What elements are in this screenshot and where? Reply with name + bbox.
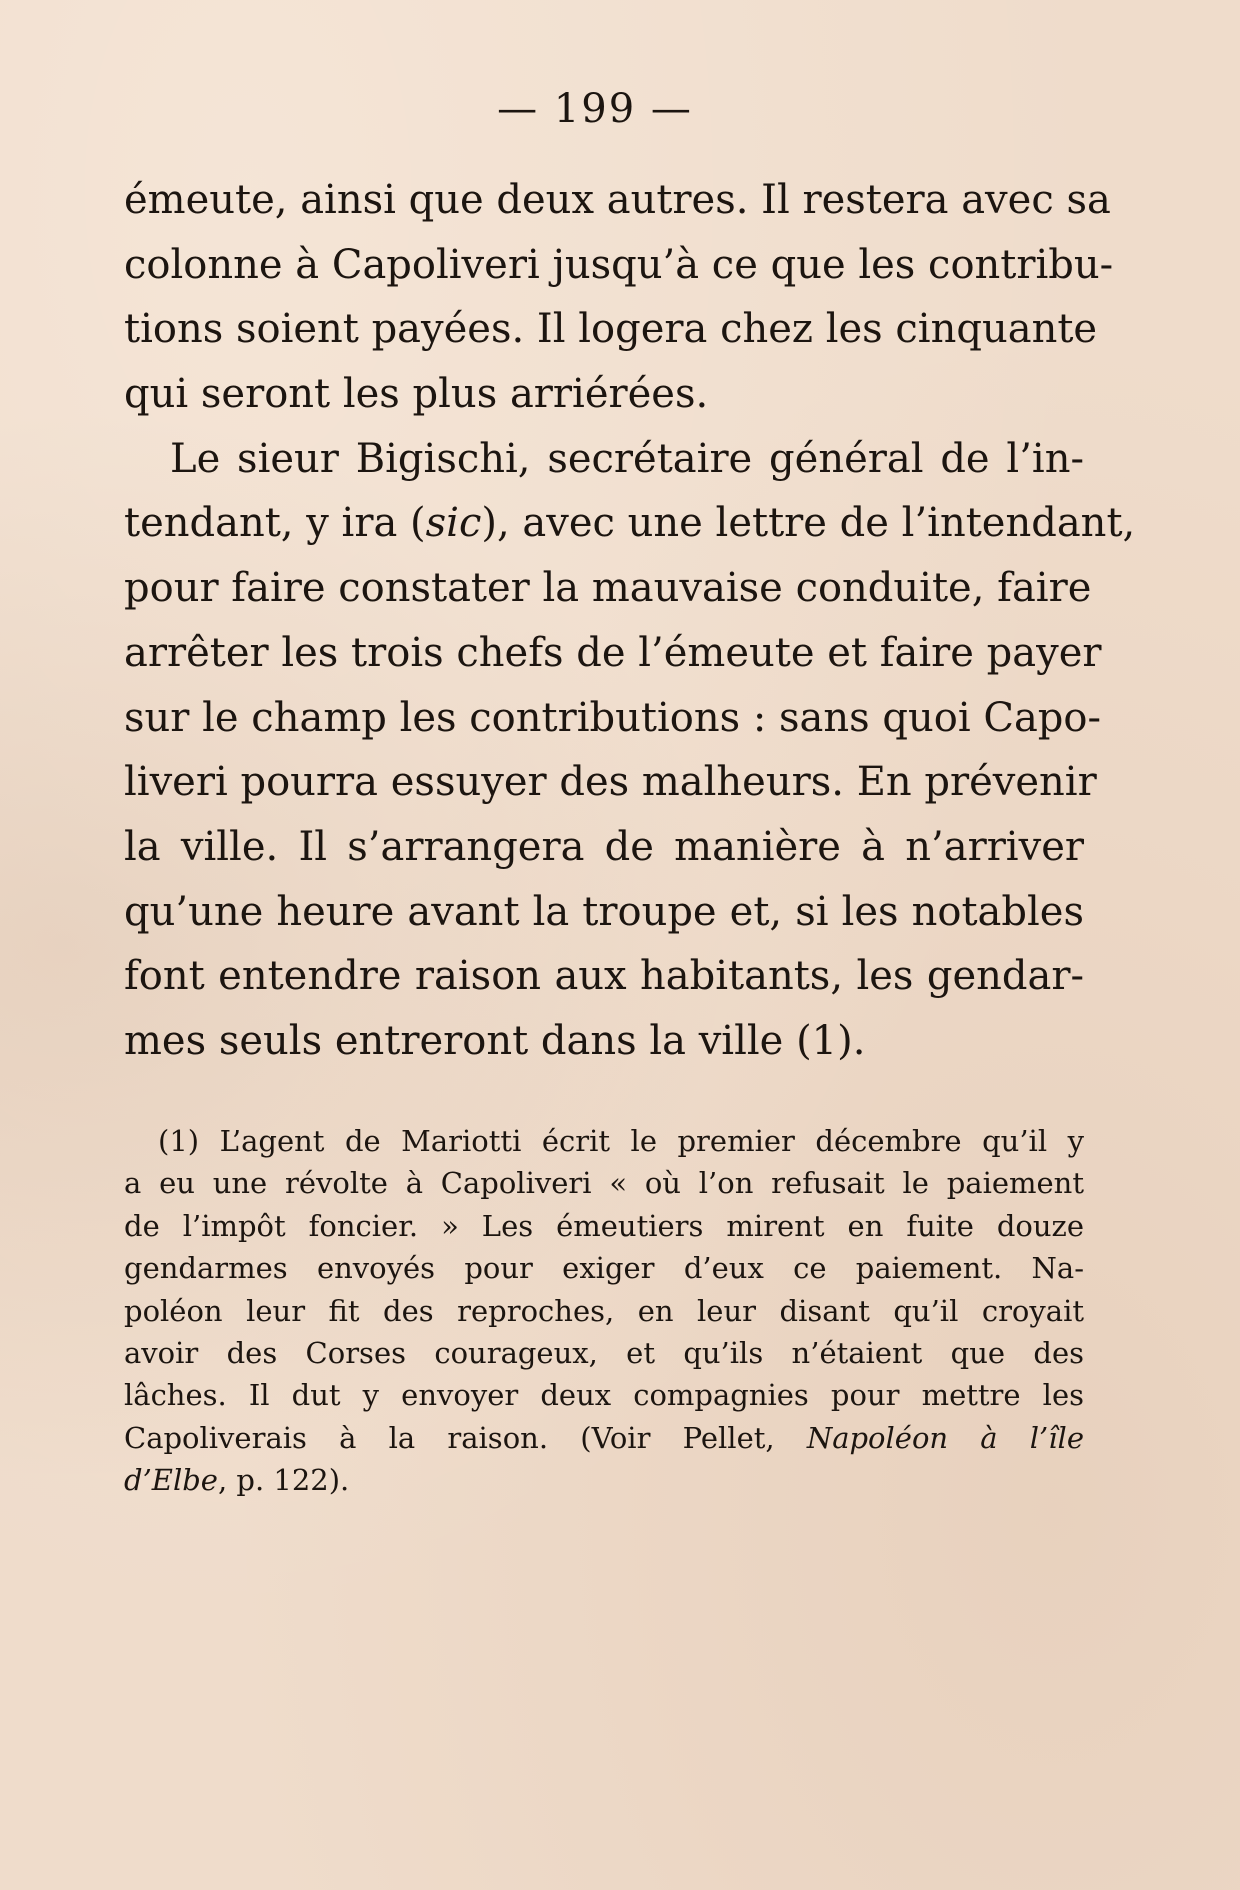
body-line: qu’une heure avant la troupe et, si les notables — [124, 888, 1084, 935]
body-line — [124, 491, 1136, 556]
body-line: mes seuls entreront dans la ville (1). — [124, 1017, 866, 1064]
footnote-line: lâches. Il dut y envoyer deux compagnies pour mettre les — [124, 1378, 1084, 1413]
body-line: émeute, ainsi que deux autres. Il restera avec sa — [124, 177, 1111, 223]
body-line: font entendre raison aux habitants, les gendar- — [124, 953, 1084, 1000]
body-line-segment: ), avec une lettre de l’intendant, — [481, 500, 1136, 547]
body-text — [124, 168, 1136, 1074]
body-line: la ville. Il s’arrangera de manière à n’arriver — [124, 823, 1084, 870]
body-line: liveri pourra essuyer des malheurs. En prévenir — [124, 759, 1097, 806]
footnote — [124, 1120, 1084, 1502]
footnote-line: a eu une révolte à Capoliveri « où l’on refusait le paiement — [124, 1166, 1084, 1201]
body-line-segment: tendant, y ira ( — [124, 500, 426, 547]
page-number: — 199 — — [497, 86, 693, 132]
footnote-line: (1) L’agent de Mariotti écrit le premier décembre qu’il y — [158, 1124, 1084, 1158]
body-line: pour faire constater la mauvaise conduite, faire — [124, 565, 1092, 612]
italic-sic: sic — [425, 500, 482, 547]
footnote-line: avoir des Corses courageux, et qu’ils n’étaient que des — [124, 1335, 1084, 1370]
body-line: Le sieur Bigischi, secrétaire général de l’in- — [170, 435, 1084, 482]
footnote-line — [124, 1459, 1084, 1501]
footnote-line-segment: Capoliverais à la raison. (Voir Pellet, — [124, 1420, 807, 1455]
italic-title: Napoléon à l’île — [806, 1420, 1084, 1455]
footnote-line — [124, 1417, 1084, 1459]
body-line: sur le champ les contributions : sans quoi Capo- — [124, 694, 1102, 741]
body-line: tions soient payées. Il logera chez les cinquante — [124, 306, 1098, 353]
body-line: qui seront les plus arriérées. — [124, 371, 709, 418]
italic-title: d’Elbe — [124, 1463, 218, 1498]
body-line: colonne à Capoliveri jusqu’à ce que les contribu- — [124, 241, 1114, 288]
footnote-line-segment: , p. 122). — [217, 1463, 350, 1498]
footnote-line: gendarmes envoyés pour exiger d’eux ce paiement. Na- — [124, 1251, 1084, 1286]
footnote-line: de l’impôt foncier. » Les émeutiers mirent en fuite douze — [124, 1208, 1084, 1243]
body-line: arrêter les trois chefs de l’émeute et faire payer — [124, 629, 1102, 676]
footnote-line: poléon leur fit des reproches, en leur disant qu’il croyait — [124, 1293, 1084, 1328]
